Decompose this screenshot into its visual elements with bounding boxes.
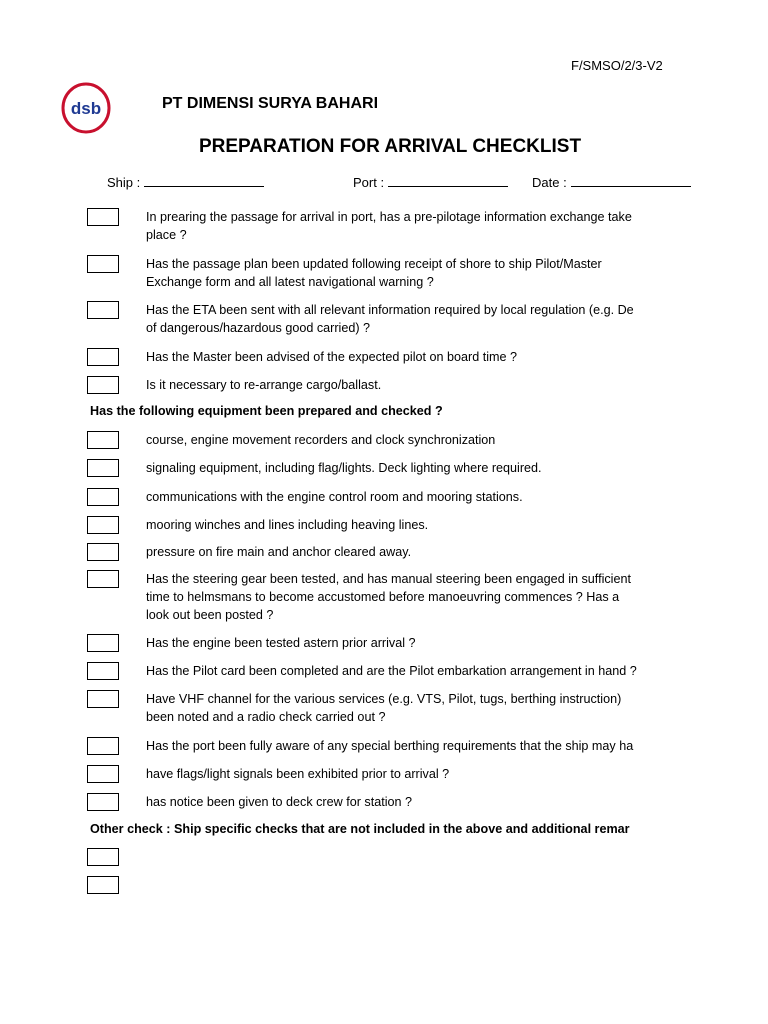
checkbox[interactable] (87, 543, 119, 561)
checkbox[interactable] (87, 737, 119, 755)
section-heading-other: Other check : Ship specific checks that are not included in the above and additional remar (90, 822, 630, 836)
checklist-item: Has the passage plan been updated following receipt of shore to ship Pilot/Master Exchange form and all latest navigational warning ? (146, 257, 602, 289)
checklist-item: course, engine movement recorders and clock synchronization (146, 433, 496, 447)
checklist-item: Have VHF channel for the various services (e.g. VTS, Pilot, tugs, berthing instruction) been noted and a radio check carried out ? (146, 692, 622, 724)
checklist-item: pressure on fire main and anchor cleared away. (146, 545, 412, 559)
checkbox[interactable] (87, 459, 119, 477)
checkbox[interactable] (87, 208, 119, 226)
checklist-item: have flags/light signals been exhibited prior to arrival ? (146, 767, 450, 781)
checkbox[interactable] (87, 516, 119, 534)
checklist-item: Has the Pilot card been completed and are the Pilot embarkation arrangement in hand ? (146, 664, 637, 678)
date-input-line[interactable] (571, 172, 691, 187)
port-field (353, 172, 508, 190)
checklist-item: has notice been given to deck crew for station ? (146, 795, 413, 809)
company-logo (60, 82, 112, 134)
date-field (532, 172, 691, 190)
checklist-item: Has the port been fully aware of any special berthing requirements that the ship may ha (146, 739, 634, 753)
checkbox[interactable] (87, 662, 119, 680)
checklist-item: mooring winches and lines including heaving lines. (146, 518, 429, 532)
checkbox[interactable] (87, 376, 119, 394)
checkbox[interactable] (87, 793, 119, 811)
checkbox[interactable] (87, 431, 119, 449)
checklist-item: Has the steering gear been tested, and has manual steering been engaged in sufficient time to helmsmans to become accustomed before manoeuvring commences ? Has a look out been posted ? (146, 572, 631, 622)
checklist-item: signaling equipment, including flag/lights. Deck lighting where required. (146, 461, 542, 475)
document-code: F/SMSO/2/3-V2 (571, 58, 663, 73)
logo-text: dsb (70, 99, 102, 118)
checklist-item: communications with the engine control room and mooring stations. (146, 490, 523, 504)
checklist-item: Is it necessary to re-arrange cargo/ballast. (146, 378, 382, 392)
ship-input-line[interactable] (144, 172, 264, 187)
ship-field (107, 172, 264, 190)
checkbox[interactable] (87, 634, 119, 652)
port-input-line[interactable] (388, 172, 508, 187)
checkbox[interactable] (87, 348, 119, 366)
checklist-item: Has the Master been advised of the expected pilot on board time ? (146, 350, 518, 364)
date-label: Date : (532, 175, 567, 190)
checklist-item: Has the ETA been sent with all relevant information required by local regulation (e.g. De of dangerous/hazardous good carried) ? (146, 303, 634, 335)
checkbox[interactable] (87, 848, 119, 866)
checkbox[interactable] (87, 765, 119, 783)
checkbox[interactable] (87, 301, 119, 319)
checkbox[interactable] (87, 488, 119, 506)
section-heading-equipment: Has the following equipment been prepared and checked ? (90, 404, 443, 418)
company-name: PT DIMENSI SURYA BAHARI (162, 95, 379, 112)
checkbox[interactable] (87, 690, 119, 708)
checklist-item: In prearing the passage for arrival in port, has a pre-pilotage information exchange take place ? (146, 210, 632, 242)
checkbox[interactable] (87, 876, 119, 894)
page-title: PREPARATION FOR ARRIVAL CHECKLIST (198, 136, 582, 157)
port-label: Port : (353, 175, 385, 190)
checkbox[interactable] (87, 570, 119, 588)
checkbox[interactable] (87, 255, 119, 273)
ship-label: Ship : (107, 175, 141, 190)
checklist-item: Has the engine been tested astern prior arrival ? (146, 636, 416, 650)
